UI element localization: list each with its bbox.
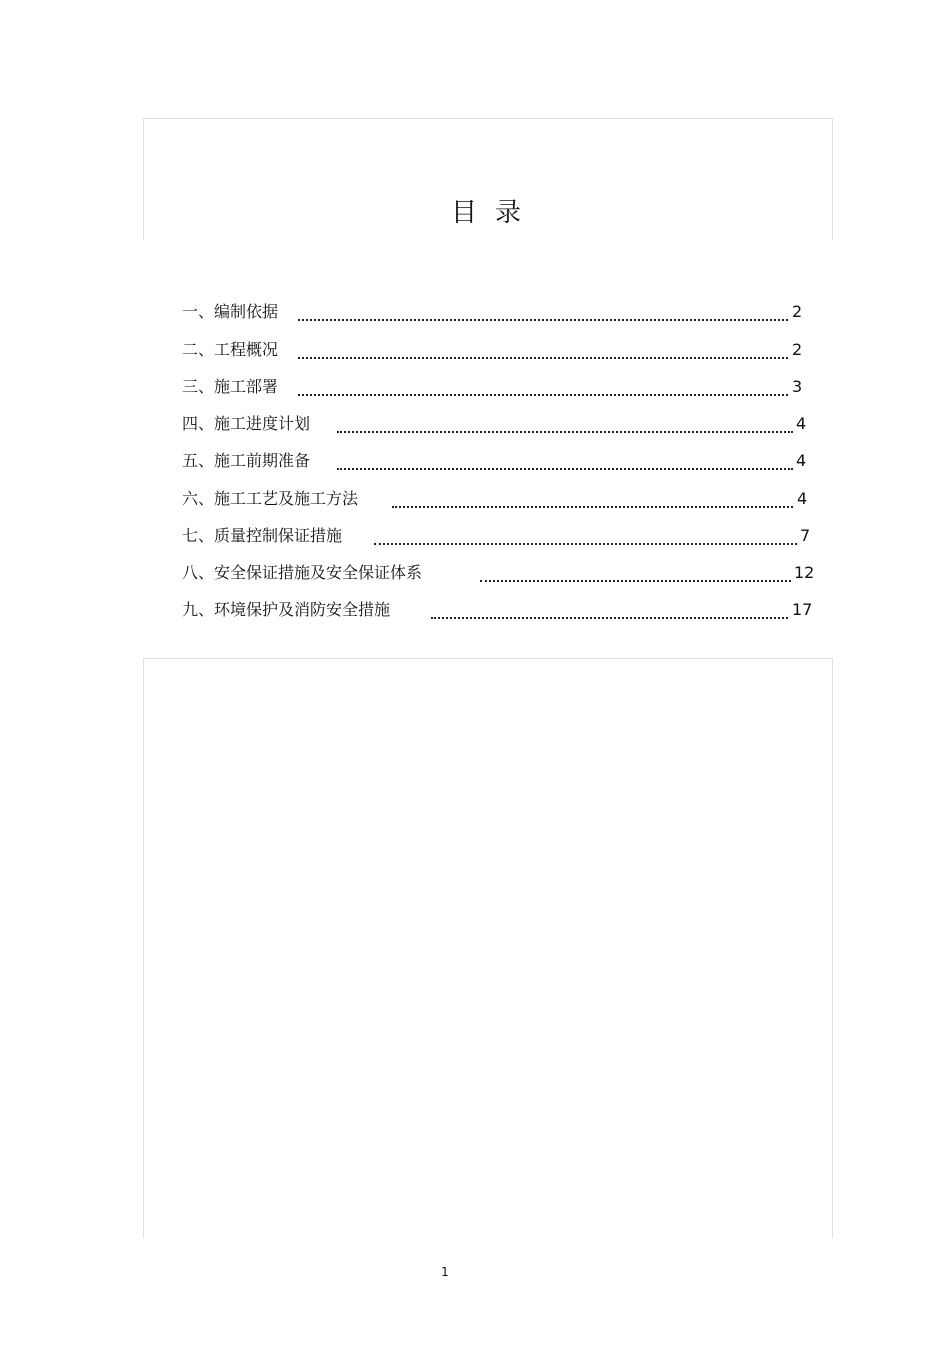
toc-entry-label: 四、施工进度计划 (182, 414, 311, 433)
toc-entry-label: 三、施工部署 (182, 377, 279, 396)
toc-dot-leader (392, 506, 793, 508)
toc-entry-label: 五、施工前期准备 (182, 451, 311, 470)
toc-entry-6[interactable] (0, 487, 950, 511)
toc-dot-leader (298, 394, 788, 396)
toc-entry-label: 九、环境保护及消防安全措施 (182, 600, 391, 619)
toc-entry-page: 2 (792, 302, 803, 321)
toc-entry-3[interactable] (0, 375, 950, 399)
toc-entry-2[interactable] (0, 338, 950, 362)
toc-dot-leader (374, 543, 797, 545)
toc-entry-page: 2 (792, 340, 803, 359)
toc-dot-leader (337, 468, 793, 470)
toc-entry-1[interactable] (0, 300, 950, 324)
toc-entry-page: 4 (796, 414, 807, 433)
toc-dot-leader (480, 580, 791, 582)
page-frame-bottom (143, 658, 833, 1238)
toc-entry-page: 17 (792, 600, 813, 619)
toc-dot-leader (431, 617, 788, 619)
toc-entry-label: 八、安全保证措施及安全保证体系 (182, 563, 423, 582)
toc-entry-label: 一、编制依据 (182, 302, 279, 321)
toc-dot-leader (298, 357, 788, 359)
toc-entry-label: 七、质量控制保证措施 (182, 526, 343, 545)
toc-entry-label: 二、工程概况 (182, 340, 279, 359)
toc-dot-leader (298, 319, 788, 321)
toc-entry-8[interactable] (0, 561, 950, 585)
toc-entry-label: 六、施工工艺及施工方法 (182, 489, 359, 508)
toc-title: 目录 (450, 198, 539, 228)
toc-entry-page: 4 (796, 451, 807, 470)
toc-entry-4[interactable] (0, 412, 950, 436)
toc-entry-9[interactable] (0, 598, 950, 622)
toc-entry-page: 3 (792, 377, 803, 396)
toc-entry-page: 12 (794, 563, 815, 582)
toc-entry-7[interactable] (0, 524, 950, 548)
toc-dot-leader (337, 431, 793, 433)
page-number: 1 (441, 1265, 449, 1279)
toc-entry-page: 7 (800, 526, 811, 545)
toc-entry-page: 4 (797, 489, 808, 508)
toc-entry-5[interactable] (0, 449, 950, 473)
